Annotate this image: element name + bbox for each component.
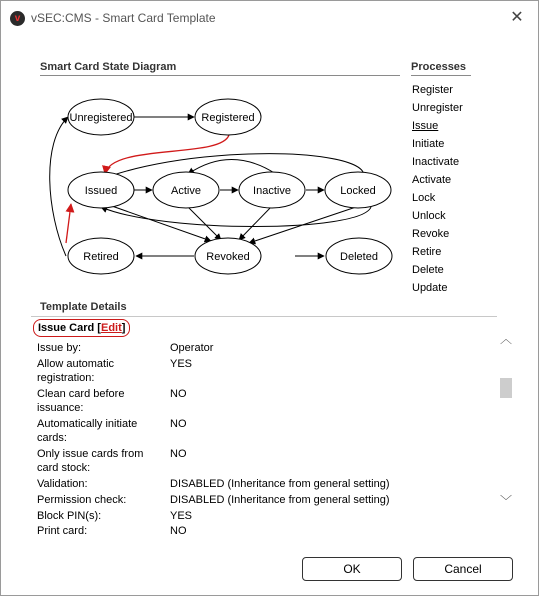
edge-issue-highlight [105,135,229,174]
detail-label: Clean card before issuance: [37,388,125,414]
process-activate[interactable]: Activate [412,174,452,186]
state-label-registered: Registered [201,112,255,124]
state-label-unregistered: Unregistered [69,112,133,124]
detail-value: NO [170,388,187,400]
edge-revoke-active [186,205,221,240]
edge-activate [188,160,276,175]
edge-retired-to-unregistered [50,117,68,256]
process-list [412,83,463,299]
state-label-inactive: Inactive [253,185,291,197]
process-revoke[interactable]: Revoke [412,228,450,240]
edge-reissue-highlight [66,204,71,243]
detail-label: Permission check: [37,494,127,506]
process-register[interactable]: Register [412,84,453,96]
diagram-heading: Smart Card State Diagram [40,61,400,76]
process-initiate[interactable]: Initiate [412,138,445,150]
process-delete[interactable]: Delete [412,264,444,276]
detail-label: Print card: [37,525,88,537]
detail-label: Allow automatic registration: [37,358,115,384]
detail-value: NO [170,448,187,460]
detail-value: NO [170,418,187,430]
window-title: vSEC:CMS - Smart Card Template [31,11,216,25]
detail-value: Operator [170,342,214,354]
edit-link[interactable]: Edit [100,322,122,334]
edge-revoke-issued [109,205,211,241]
scroll-up-icon[interactable]: ︿ [499,332,512,346]
processes-heading: Processes [411,61,471,76]
detail-label: Only issue cards from card stock: [37,448,144,474]
state-label-active: Active [171,185,201,197]
template-details-heading: Template Details [40,301,127,313]
detail-value: NO [170,525,187,537]
cancel-button[interactable]: Cancel [413,557,513,581]
close-button[interactable]: ✕ [510,9,524,26]
state-label-locked: Locked [340,185,376,197]
process-issue[interactable]: Issue [412,120,439,132]
state-diagram [41,83,401,293]
state-label-issued: Issued [84,185,118,197]
state-label-retired: Retired [83,251,119,263]
process-retire[interactable]: Retire [412,246,442,258]
issue-card-title: Issue Card [38,322,95,334]
detail-label: Validation: [37,478,88,490]
process-unregister[interactable]: Unregister [412,102,463,114]
app-logo-icon: v [10,11,25,26]
edge-revoke-locked [249,206,359,243]
scroll-down-icon[interactable]: ﹀ [499,494,512,508]
issue-card-header: Issue Card [Edit] [33,319,130,337]
state-label-deleted: Deleted [340,251,378,263]
detail-value: DISABLED (Inheritance from general setting) [170,494,390,506]
detail-value: YES [170,510,193,522]
ok-button[interactable]: OK [302,557,402,581]
detail-value: YES [170,358,193,370]
process-unlock[interactable]: Unlock [412,210,446,222]
scroll-thumb[interactable] [500,378,512,398]
process-update[interactable]: Update [412,282,448,294]
template-details-panel [31,316,497,537]
details-scrollbar[interactable] [497,316,515,528]
process-inactivate[interactable]: Inactivate [412,156,460,168]
detail-label: Automatically initiate cards: [37,418,138,444]
detail-value: DISABLED (Inheritance from general setting) [170,478,390,490]
state-label-revoked: Revoked [206,251,250,263]
title-bar [1,1,538,35]
detail-label: Issue by: [37,342,82,354]
process-lock[interactable]: Lock [412,192,436,204]
edge-revoke-inactive [239,205,273,240]
detail-label: Block PIN(s): [37,510,102,522]
